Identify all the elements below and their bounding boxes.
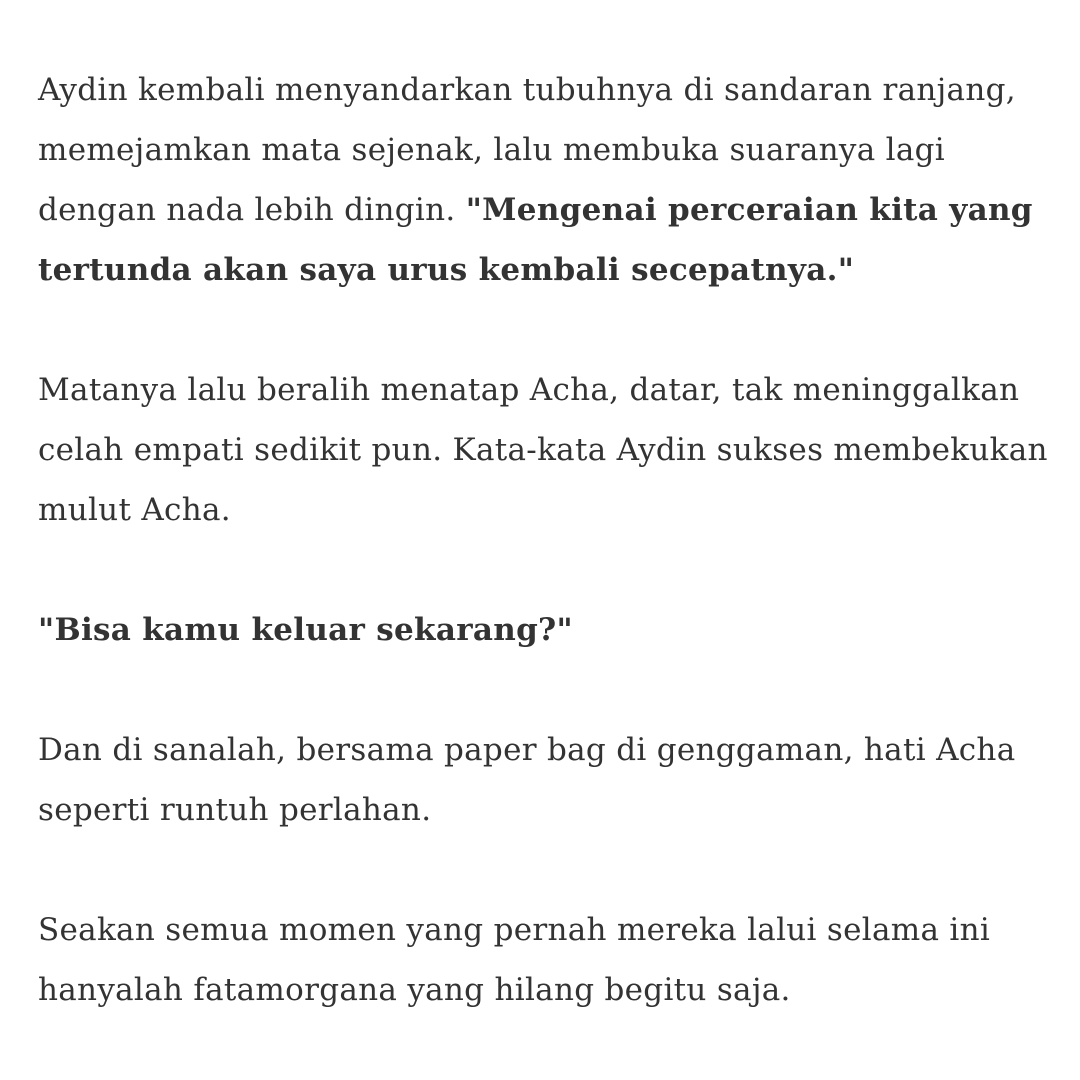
narration-text: Dan di sanalah, bersama paper bag di genggaman, hati Acha seperti runtuh perlahan. (38, 732, 1016, 828)
narration-text: Seakan semua momen yang pernah mereka lalui selama ini hanyalah fatamorgana yang hilang begitu saja. (38, 912, 991, 1008)
story-text (38, 60, 1048, 1020)
dialogue-quote: "Bisa kamu keluar sekarang?" (38, 612, 573, 648)
narration-text: Matanya lalu beralih menatap Acha, datar, tak meninggalkan celah empati sedikit pun. Kata-kata Aydin sukses membekukan mulut Acha. (38, 372, 1048, 528)
paragraph-1 (38, 60, 1048, 300)
paragraph-3 (38, 600, 1048, 660)
paragraph-5 (38, 900, 1048, 1020)
paragraph-4 (38, 720, 1048, 840)
dialogue-quote: "Mengenai perceraian kita yang tertunda akan saya urus kembali secepatnya." (38, 192, 1033, 288)
paragraph-2 (38, 360, 1048, 540)
narration-text: Aydin kembali menyandarkan tubuhnya di sandaran ranjang, memejamkan mata sejenak, lalu membuka suaranya lagi dengan nada lebih dingin. (38, 72, 1016, 228)
